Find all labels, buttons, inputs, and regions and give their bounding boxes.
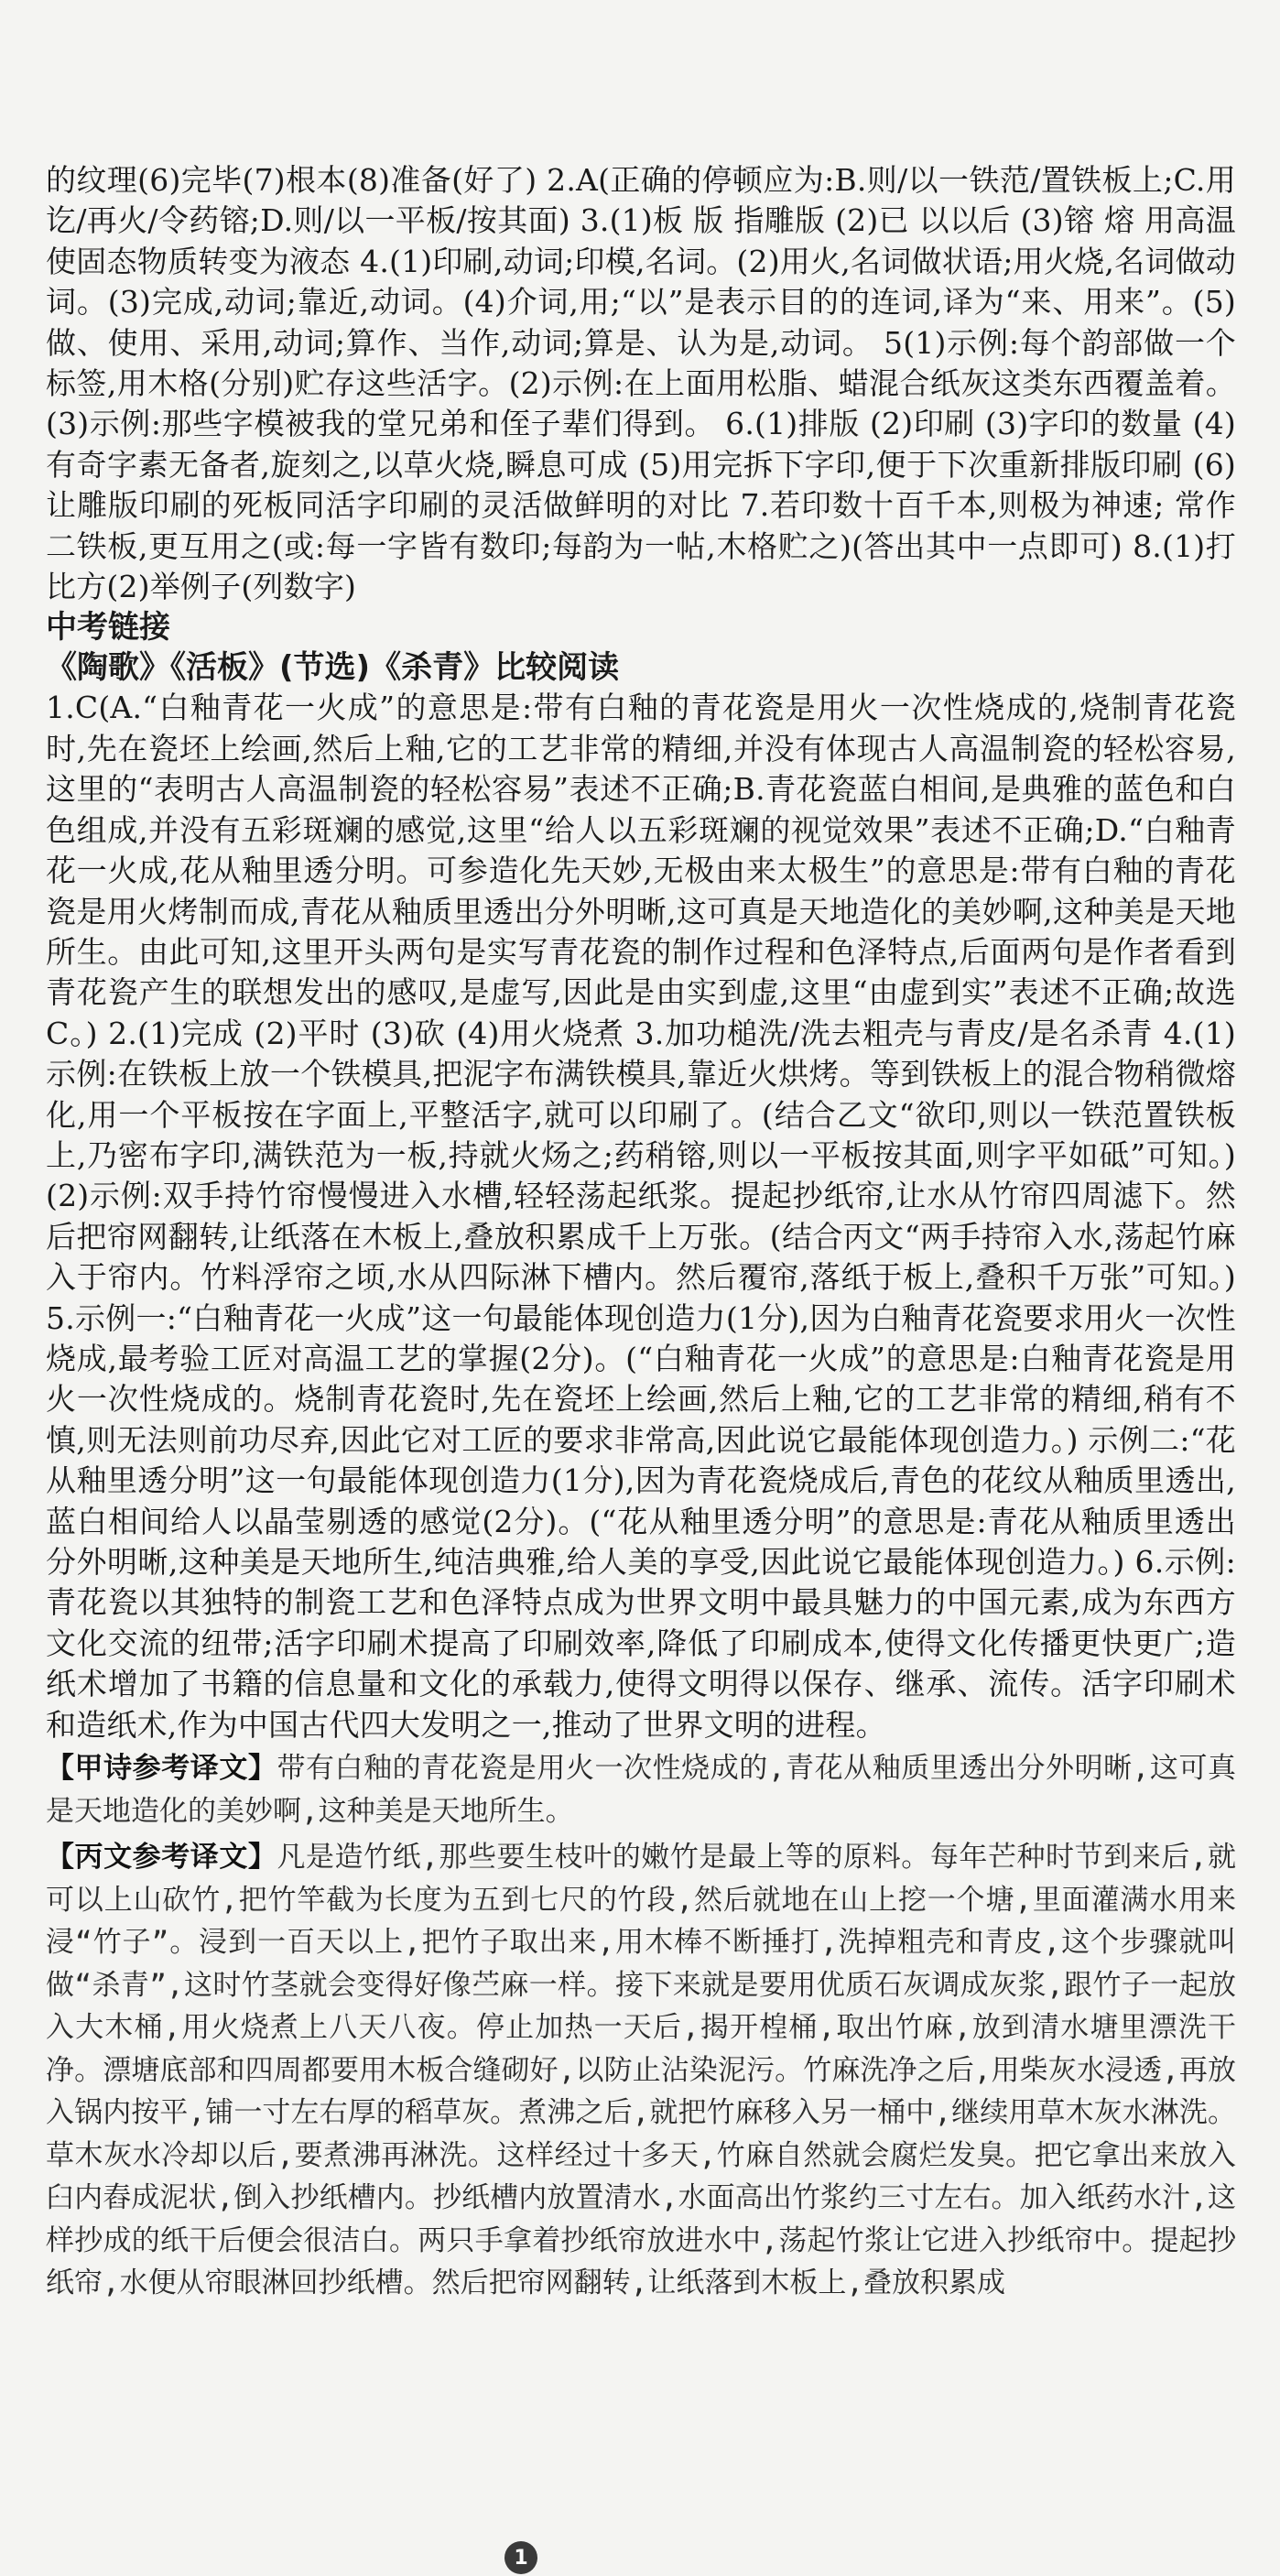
answer-page bbox=[46, 160, 1236, 2305]
answers-part-2: 1.C(A.“白釉青花一火成”的意思是:带有白釉的青花瓷是用火一次性烧成的,烧制青花瓷时,先在瓷坯上绘画,然后上釉,它的工艺非常的精细,并没有体现古人高温制瓷的轻松容易,这里的“表明古人高温制瓷的轻松容易”表述不正确;B.青花瓷蓝白相间,是典雅的蓝色和白色组成,并没有五彩斑斓的感觉,这里“给人以五彩斑斓的视觉效果”表述不正确;D.“白釉青花一火成,花从釉里透分明。可参造化先天妙,无极由来太极生”的意思是:带有白釉的青花瓷是用火烤制而成,青花从釉质里透出分外明晰,这可真是天地造化的美妙啊,这种美是天地所生。由此可知,这里开头两句是实写青花瓷的制作过程和色泽特点,后面两句是作者看到青花瓷产生的联想发出的感叹,是虚写,因此是由实到虚,这里“由虚到实”表述不正确;故选 C。) 2.(1)完成 (2)平时 (3)砍 (4)用火烧煮 3.加功槌洗/洗去粗壳与青皮/是名杀青 4.(1)示例:在铁板上放一个铁模具,把泥字布满铁模具,靠近火烘烤。等到铁板上的混合物稍微熔化,用一个平板按在字面上,平整活字,就可以印刷了。(结合乙文“欲印,则以一铁范置铁板上,乃密布字印,满铁范为一板,持就火炀之;药稍镕,则以一平板按其面,则字平如砥”可知。) (2)示例:双手持竹帘慢慢进入水槽,轻轻荡起纸浆。提起抄纸帘,让水从竹帘四周滤下。然后把帘网翻转,让纸落在木板上,叠放积累成千上万张。(结合丙文“两手持帘入水,荡起竹麻入于帘内。竹料浮帘之顷,水从四际淋下槽内。然后覆帘,落纸于板上,叠积千万张”可知。) 5.示例一:“白釉青花一火成”这一句最能体现创造力(1分),因为白釉青花瓷要求用火一次性烧成,最考验工匠对高温工艺的掌握(2分)。(“白釉青花一火成”的意思是:白釉青花瓷是用火一次性烧成的。烧制青花瓷时,先在瓷坯上绘画,然后上釉,它的工艺非常的精细,稍有不慎,则无法则前功尽弃,因此它对工匠的要求非常高,因此说它最能体现创造力。) 示例二:“花从釉里透分明”这一句最能体现创造力(1分),因为青花瓷烧成后,青色的花纹从釉质里透出,蓝白相间给人以晶莹剔透的感觉(2分)。(“花从釉里透分明”的意思是:青花从釉质里透出分外明晰,这种美是天地所生,纯洁典雅,给人美的享受,因此说它最能体现创造力。) 6.示例:青花瓷以其独特的制瓷工艺和色泽特点成为世界文明中最具魅力的中国元素,成为东西方文化交流的纽带;活字印刷术提高了印刷效率,降低了印刷成本,使得文化传播更快更广;造纸术增加了书籍的信息量和文化的承载力,使得文明得以保存、继承、流传。活字印刷术和造纸术,作为中国古代四大发明之一,推动了世界文明的进程。 bbox=[46, 690, 1236, 1743]
answers-part-1: 的纹理(6)完毕(7)根本(8)准备(好了) 2.A(正确的停顿应为:B.则/以一铁范/置铁板上;C.用讫/再火/令药镕;D.则/以一平板/按其面) 3.(1)板 版 指雕版 (2)已 以以后 (3)镕 熔 用高温使固态物质转变为液态 4.(1)印刷,动词;印模,名词。(2)用火,名词做状语;用火烧,名词做动词。(3)完成,动词;靠近,动词。(4)介词,用;“以”是表示目的的连词,译为“来、用来”。(5)做、使用、采用,动词;算作、当作,动词;算是、认为是,动词。 5(1)示例:每个韵部做一个标签,用木格(分别)贮存这些活字。(2)示例:在上面用松脂、蜡混合纸灰这类东西覆盖着。(3)示例:那些字模被我的堂兄弟和侄子辈们得到。 6.(1)排版 (2)印刷 (3)字印的数量 (4)有奇字素无备者,旋刻之,以草火烧,瞬息可成 (5)用完拆下字印,便于下次重新排版印刷 (6)让雕版印刷的死板同活字印刷的灵活做鲜明的对比 7.若印数十百千本,则极为神速; 常作二铁板,更互用之(或:每一字皆有数印;每韵为一帖,木格贮之)(答出其中一点即可) 8.(1)打比方(2)举例子(列数字) bbox=[46, 162, 1236, 605]
page-number: 1 bbox=[504, 2541, 537, 2574]
subsection-title: 《陶歌》《活板》(节选)《杀青》比较阅读 bbox=[46, 649, 620, 687]
translation-a-text: 带有白釉的青花瓷是用火一次性烧成的,青花从釉质里透出分外明晰,这可真是天地造化的美妙啊,这种美是天地所生。 bbox=[46, 1752, 1237, 1828]
section-title: 中考链接 bbox=[46, 609, 170, 647]
translation-c-text: 凡是造竹纸,那些要生枝叶的嫩竹是最上等的原料。每年芒种时节到来后,就可以上山砍竹,把竹竿截为长度为五到七尺的竹段,然后就地在山上挖一个塘,里面灌满水用来浸“竹子”。浸到一百天以上,把竹子取出来,用木棒不断捶打,洗掉粗壳和青皮,这个步骤就叫做“杀青”,这时竹茎就会变得好像苎麻一样。接下来就是要用优质石灰调成灰浆,跟竹子一起放入大木桶,用火烧煮上八天八夜。停止加热一天后,揭开楻桶,取出竹麻,放到清水塘里漂洗干净。漂塘底部和四周都要用木板合缝砌好,以防止沾染泥污。竹麻洗净之后,用柴灰水浸透,再放入锅内按平,铺一寸左右厚的稻草灰。煮沸之后,就把竹麻移入另一桶中,继续用草木灰水淋洗。草木灰水冷却以后,要煮沸再淋洗。这样经过十多天,竹麻自然就会腐烂发臭。把它拿出来放入臼内舂成泥状,倒入抄纸槽内。抄纸槽内放置清水,水面高出竹浆约三寸左右。加入纸药水汁,这样抄成的纸干后便会很洁白。两只手拿着抄纸帘放进水中,荡起竹浆让它进入抄纸帘中。提起抄纸帘,水便从帘眼淋回抄纸槽。然后把帘网翻转,让纸落到木板上,叠放积累成 bbox=[46, 1841, 1237, 2300]
translation-c-tag: 【丙文参考译文】 bbox=[46, 1841, 277, 1875]
translation-a-tag: 【甲诗参考译文】 bbox=[46, 1752, 277, 1786]
translation-a bbox=[46, 1747, 1236, 1832]
translation-c bbox=[46, 1836, 1236, 2305]
